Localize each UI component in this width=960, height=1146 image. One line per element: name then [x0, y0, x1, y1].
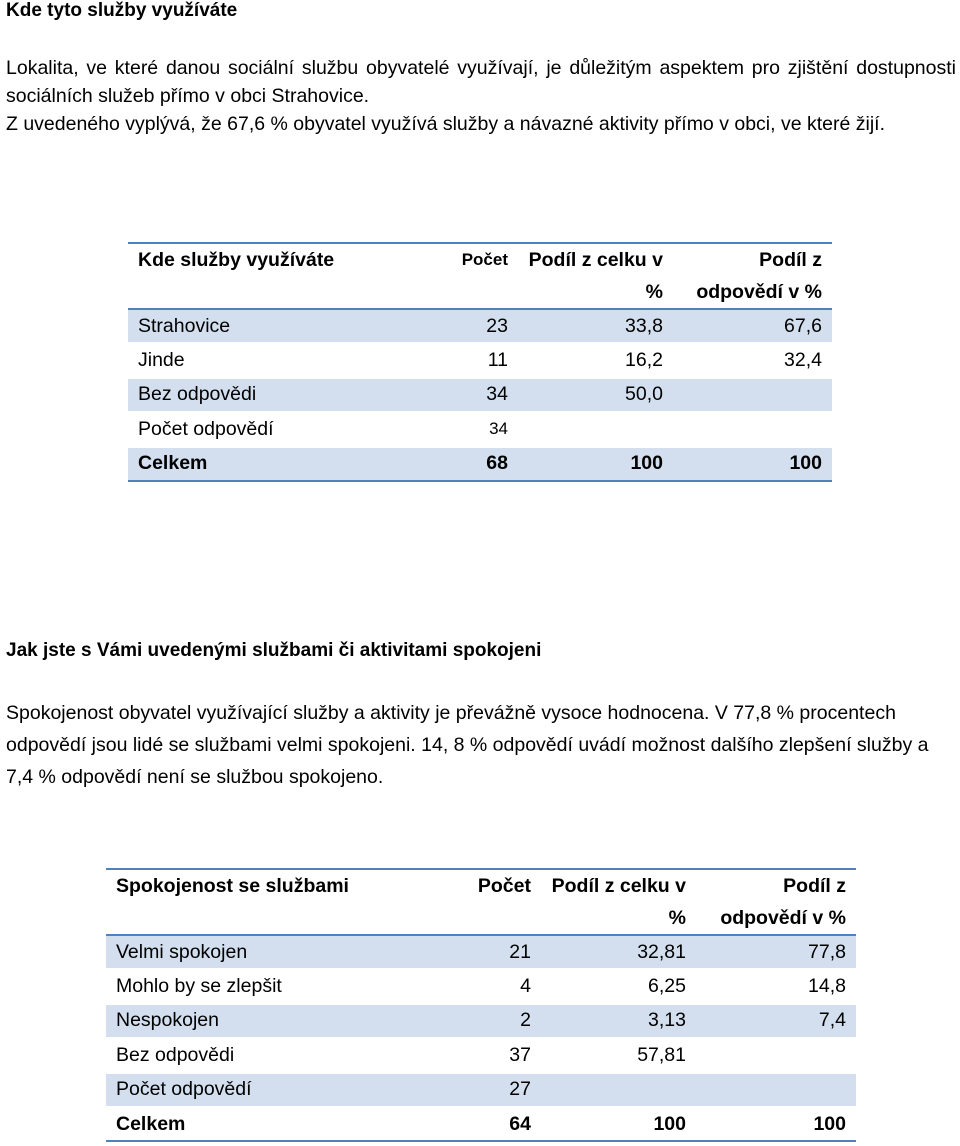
- row-label: Nespokojen: [106, 1004, 441, 1038]
- row-count: 4: [441, 969, 541, 1003]
- row-count: 37: [441, 1038, 541, 1072]
- table-row: [128, 378, 832, 412]
- section2-paragraph: Spokojenost obyvatel využívající služby a aktivity je převážně vysoce hodnocena. V 77,8 % procentech odpovědí jsou lidé se službami velmi spokojeni. 14, 8 % odpovědí uvádí možnost dalšího zlepšení služby a 7,4 % odpovědí není se službou spokojeno.: [6, 702, 929, 788]
- row-share-answers: [696, 1038, 856, 1072]
- row-share-answers: [673, 412, 832, 446]
- row-share-answers: 67,6: [673, 309, 832, 343]
- row-count: 27: [441, 1073, 541, 1107]
- header-count: Počet: [461, 250, 508, 269]
- table-row: [106, 1073, 856, 1107]
- header-share-total: Podíl z celku v %: [528, 249, 663, 303]
- header-satisfaction: Spokojenost se službami: [116, 875, 349, 897]
- row-share-answers: [696, 1073, 856, 1107]
- section1-paragraph: [6, 54, 956, 138]
- header-share-answers: Podíl z odpovědí v %: [696, 249, 822, 303]
- row-label: Mohlo by se zlepšit: [106, 969, 441, 1003]
- table-row: [106, 969, 856, 1003]
- row-share-total: 32,81: [541, 935, 696, 969]
- table-row: [106, 1004, 856, 1038]
- row-label: Jinde: [128, 343, 418, 377]
- row-count: 2: [441, 1004, 541, 1038]
- header-count: Počet: [477, 875, 531, 897]
- row-share-total: [541, 1073, 696, 1107]
- row-share-answers: [673, 378, 832, 412]
- row-share-total: 57,81: [541, 1038, 696, 1072]
- row-label: Velmi spokojen: [106, 935, 441, 969]
- row-label: Počet odpovědí: [128, 412, 418, 446]
- table-row: [128, 343, 832, 377]
- row-share-total: 50,0: [518, 378, 673, 412]
- section1-paragraph-line1: Lokalita, ve které danou sociální službu obyvatelé využívají, je důležitým aspektem pro zjištění dostupnosti sociálních služeb přímo v obci Strahovice.: [6, 57, 956, 107]
- table-row: [128, 309, 832, 343]
- section1-heading: Kde tyto služby využíváte: [6, 0, 238, 21]
- row-label: Celkem: [128, 447, 418, 481]
- row-label: Celkem: [106, 1107, 441, 1141]
- row-share-answers: 100: [673, 447, 832, 481]
- header-share-total: Podíl z celku v %: [551, 875, 686, 929]
- row-share-answers: 77,8: [696, 935, 856, 969]
- location-table-header: [128, 243, 832, 309]
- section2-heading: Jak jste s Vámi uvedenými službami či aktivitami spokojeni: [6, 640, 542, 661]
- satisfaction-table-header: [106, 869, 856, 935]
- table-row: [128, 412, 832, 446]
- row-share-total: [518, 412, 673, 446]
- row-count: 64: [441, 1107, 541, 1141]
- row-count: 34: [418, 378, 518, 412]
- row-label: Počet odpovědí: [106, 1073, 441, 1107]
- table-row-total: [128, 447, 832, 481]
- row-count: 21: [441, 935, 541, 969]
- row-share-answers: 7,4: [696, 1004, 856, 1038]
- row-share-total: 100: [518, 447, 673, 481]
- row-count: 11: [418, 343, 518, 377]
- row-share-total: 16,2: [518, 343, 673, 377]
- table-row: [106, 1038, 856, 1072]
- row-share-answers: 100: [696, 1107, 856, 1141]
- table-row: [106, 935, 856, 969]
- row-share-total: 33,8: [518, 309, 673, 343]
- row-count: 68: [418, 447, 518, 481]
- row-share-answers: 32,4: [673, 343, 832, 377]
- row-label: Bez odpovědi: [128, 378, 418, 412]
- row-count: 23: [418, 309, 518, 343]
- row-share-total: 100: [541, 1107, 696, 1141]
- table-row-total: [106, 1107, 856, 1141]
- row-share-total: 3,13: [541, 1004, 696, 1038]
- header-share-answers: Podíl z odpovědí v %: [720, 875, 846, 929]
- row-share-answers: 14,8: [696, 969, 856, 1003]
- row-label: Strahovice: [128, 309, 418, 343]
- row-share-total: 6,25: [541, 969, 696, 1003]
- row-label: Bez odpovědi: [106, 1038, 441, 1072]
- header-location: Kde služby využíváte: [138, 249, 335, 271]
- location-table: [128, 242, 832, 482]
- section1-paragraph-line2: Z uvedeného vyplývá, že 67,6 % obyvatel využívá služby a návazné aktivity přímo v obci, ve které žijí.: [6, 113, 886, 135]
- row-count: 34: [418, 412, 518, 446]
- satisfaction-table: [106, 868, 856, 1142]
